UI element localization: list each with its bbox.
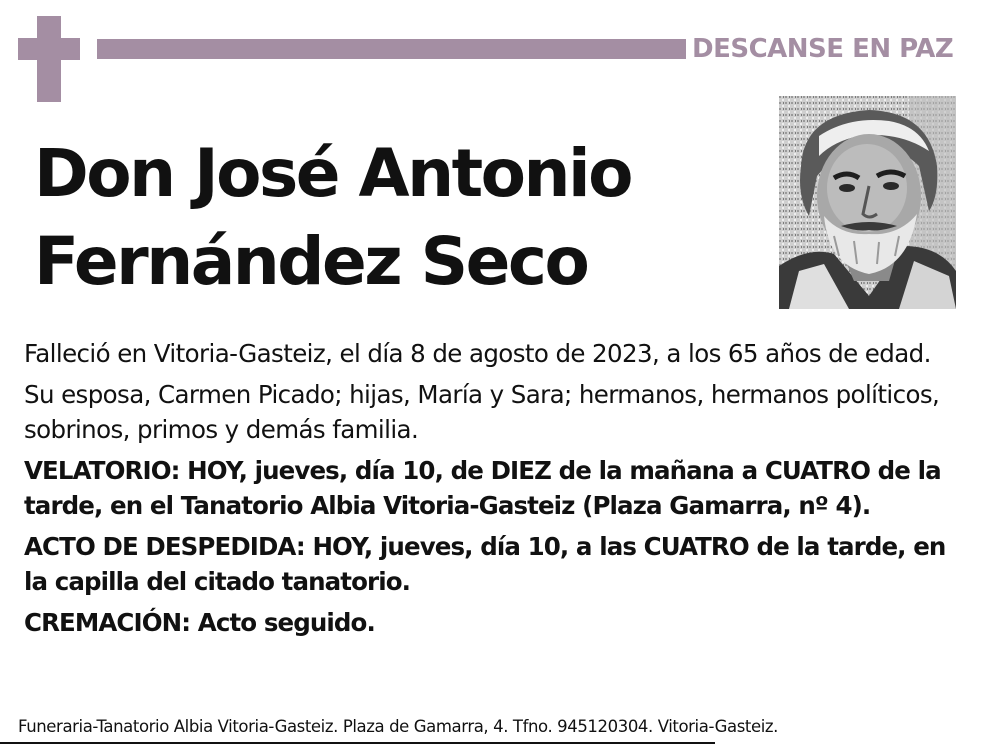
deceased-name-line2: Fernández Seco <box>34 223 588 300</box>
death-notice-paragraph: Falleció en Vitoria-Gasteiz, el día 8 de agosto de 2023, a los 65 años de edad. <box>24 339 931 368</box>
deceased-name-line1: Don José Antonio <box>34 135 631 212</box>
cross-icon-arm <box>18 38 80 60</box>
obituary-body <box>24 336 964 646</box>
funeral-home-footer: Funeraria-Tanatorio Albia Vitoria-Gasteiz. Plaza de Gamarra, 4. Tfno. 945120304. Vitoria-Gasteiz. <box>18 717 779 736</box>
cremation-paragraph: CREMACIÓN: Acto seguido. <box>24 608 375 637</box>
header-divider <box>97 39 686 59</box>
family-paragraph: Su esposa, Carmen Picado; hijas, María y Sara; hermanos, hermanos políticos, sobrinos, primos y demás familia. <box>24 380 940 444</box>
deceased-name <box>34 130 764 306</box>
header-label: DESCANSE EN PAZ <box>692 34 954 64</box>
farewell-paragraph: ACTO DE DESPEDIDA: HOY, jueves, día 10, a las CUATRO de la tarde, en la capilla del citado tanatorio. <box>24 532 946 596</box>
wake-paragraph: VELATORIO: HOY, jueves, día 10, de DIEZ de la mañana a CUATRO de la tarde, en el Tanatorio Albia Vitoria-Gasteiz (Plaza Gamarra, nº 4). <box>24 456 941 520</box>
portrait-photo <box>779 96 956 309</box>
footer-underline <box>0 742 715 744</box>
